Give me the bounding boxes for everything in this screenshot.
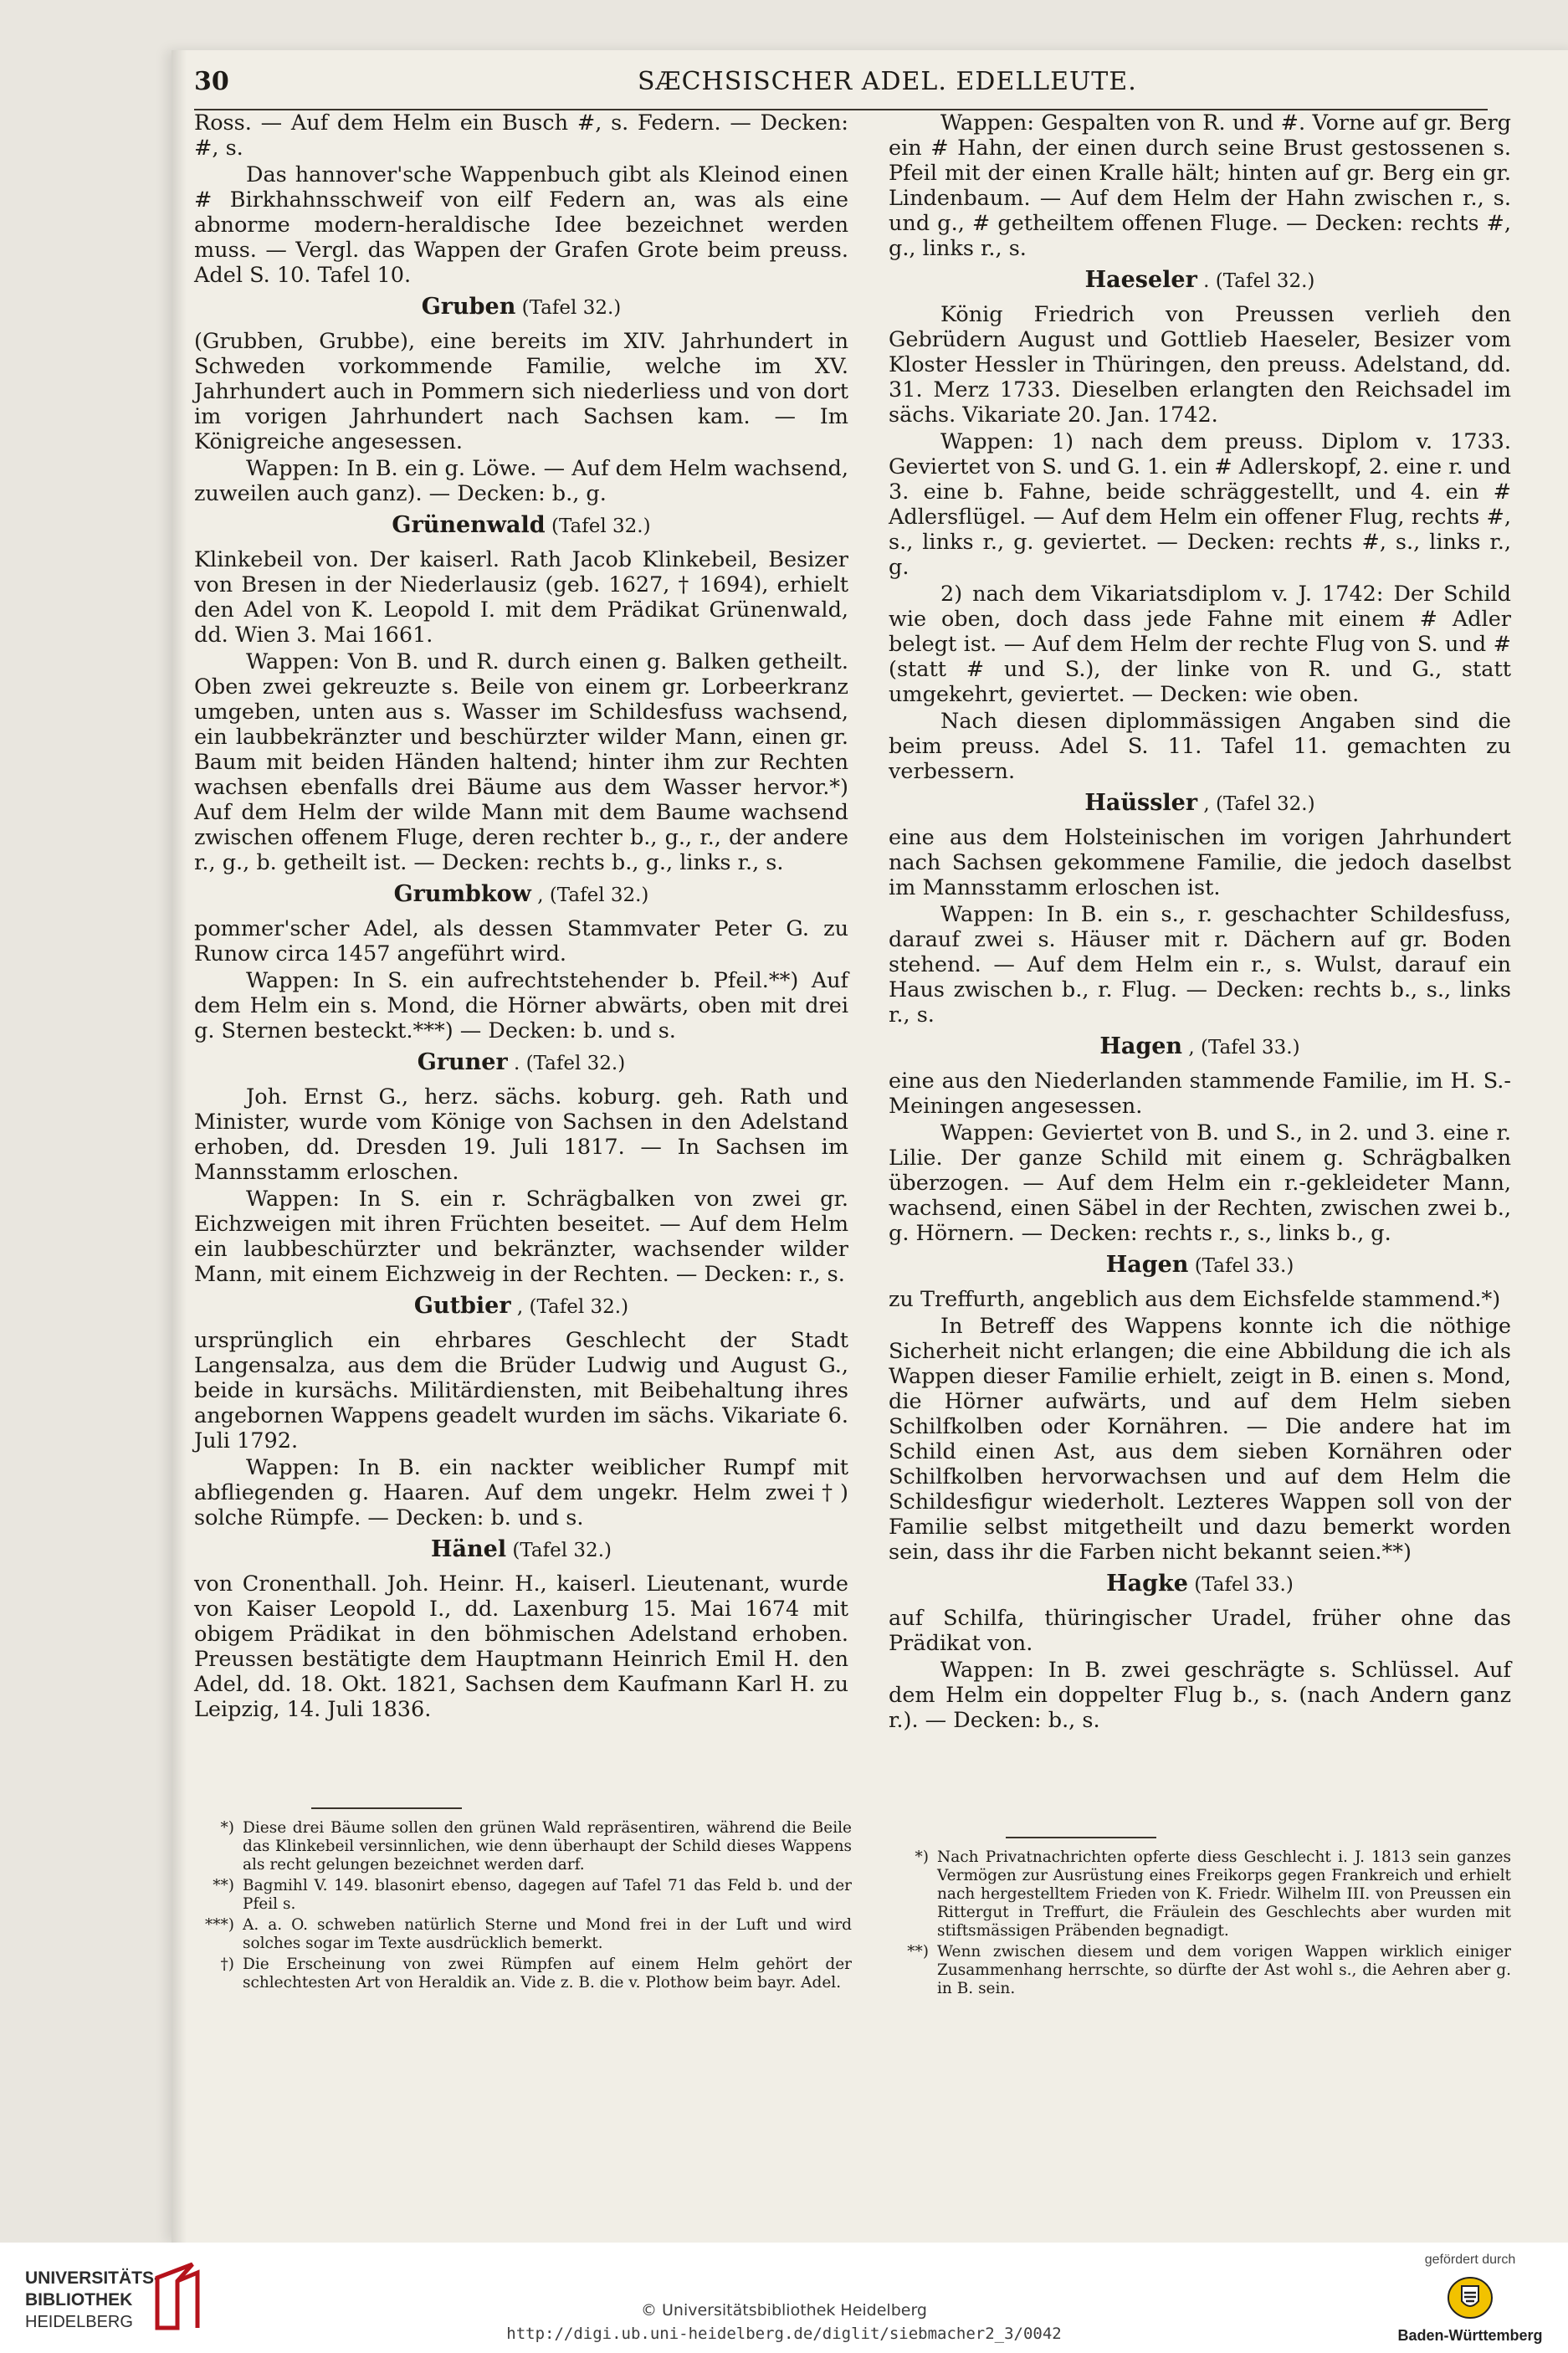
running-head: [194, 65, 1488, 110]
footnote: [194, 1916, 852, 1953]
entry-paragraph: Wappen: In S. ein r. Schrägbalken von zwei gr. Eichzweigen mit ihren Früchten beseitet. — Auf dem Helm ein laubbeschürzter und bekränzter, wachsender wilder Mann, mit einem Eichzweig in der Rechten. — Decken: r., s.: [194, 1187, 848, 1287]
footnote-rule: [311, 1807, 462, 1809]
entry-heading: [889, 1571, 1511, 1597]
family-name: Gutbier: [413, 1293, 511, 1319]
entry-heading: [194, 1537, 848, 1563]
footnote-mark: *): [220, 1819, 234, 1837]
entry-heading: [194, 513, 848, 539]
entry-paragraph: Wappen: In S. ein aufrechtstehender b. Pfeil.**) Auf dem Helm ein s. Mond, die Hörner abwärts, oben mit drei g. Sternen besteckt.***) — Decken: b. und s.: [194, 968, 848, 1043]
family-name: Hagen: [1099, 1033, 1183, 1059]
running-title: SÆCHSISCHER ADEL. EDELLEUTE.: [638, 67, 1137, 96]
right-column: [889, 110, 1511, 1735]
family-name: Haüssler: [1084, 790, 1198, 816]
right-footnotes: [889, 1837, 1511, 2001]
entry-paragraph: pommer'scher Adel, als dessen Stammvater Peter G. zu Runow circa 1457 angeführt wird.: [194, 916, 848, 966]
left-footnotes: [194, 1807, 852, 1995]
footnote-text: Diese drei Bäume sollen den grünen Wald repräsentiren, während die Beile das Klinkebeil versinnlichen, wie denn überhaupt der Schild dieses Wappens als recht gelungen bezeichnet werden darf.: [243, 1819, 852, 1874]
family-name: Haeseler: [1084, 267, 1197, 293]
entry-paragraph: 2) nach dem Vikariatsdiplom v. J. 1742: Der Schild wie oben, doch dass jede Fahne mit einem # Adler belegt ist. — Auf dem Helm der rechte Flug von S. und # (statt # und S.), der linke von R. und G., statt umgekehrt, geviertet. — Decken: wie oben.: [889, 582, 1511, 707]
entry-heading: [194, 1294, 848, 1320]
footnote: [889, 1943, 1511, 1998]
footnote-text: A. a. O. schweben natürlich Sterne und Mond frei in der Luft und wird solches sogar im Texte ausdrücklich bemerkt.: [243, 1916, 852, 1952]
footnote-text: Bagmihl V. 149. blasonirt ebenso, dagegen auf Tafel 71 das Feld b. und der Pfeil s.: [243, 1877, 852, 1913]
baden-wuerttemberg-crest-icon: [1445, 2271, 1495, 2321]
family-name: Hagke: [1106, 1571, 1188, 1597]
sponsor-block[interactable]: [1382, 2249, 1558, 2350]
tafel-reference: (Tafel 33.): [1194, 1255, 1294, 1277]
tafel-reference: . (Tafel 32.): [514, 1053, 626, 1074]
footnote-text: Wenn zwischen diesem und dem vorigen Wappen wirklich einiger Zusammenhang herrschte, so dürfte der Ast wohl s., die Aehren aber g. in B. sein.: [937, 1943, 1511, 1997]
footnote: [194, 1877, 852, 1914]
library-logo-mark-icon: [152, 2261, 202, 2333]
entry-paragraph: Ross. — Auf dem Helm ein Busch #, s. Federn. — Decken: #, s.: [194, 110, 848, 161]
entry-paragraph: Das hannover'sche Wappenbuch gibt als Kleinod einen # Birkhahnsschweif von eilf Federn an, was als eine abnorme modern-heraldische Idee bezeichnet werden muss. — Vergl. das Wappen der Grafen Grote beim preuss. Adel S. 10. Tafel 10.: [194, 162, 848, 288]
tafel-reference: , (Tafel 32.): [537, 884, 649, 906]
library-name-line3: HEIDELBERG: [25, 2313, 133, 2331]
tafel-reference: (Tafel 32.): [512, 1540, 612, 1561]
tafel-reference: (Tafel 33.): [1194, 1574, 1294, 1596]
entry-paragraph: auf Schilfa, thüringischer Uradel, früher ohne das Prädikat von.: [889, 1606, 1511, 1656]
footnote: [889, 1848, 1511, 1940]
entry-paragraph: von Cronenthall. Joh. Heinr. H., kaiserl. Lieutenant, wurde von Kaiser Leopold I., dd. Laxenburg 15. Mai 1674 mit obigem Prädikat in den böhmischen Adelstand erhoben. Preussen bestätigte dem Hauptmann Heinrich Emil H. den Adel, dd. 18. Okt. 1821, Sachsen dem Kaufmann Karl H. zu Leipzig, 14. Juli 1836.: [194, 1571, 848, 1722]
entry-heading: [194, 1050, 848, 1076]
entry-paragraph: eine aus dem Holsteinischen im vorigen Jahrhundert nach Sachsen gekommene Familie, die jedoch daselbst im Mannsstamm erloschen ist.: [889, 825, 1511, 900]
entry-paragraph: Wappen: Von B. und R. durch einen g. Balken getheilt. Oben zwei gekreuzte s. Beile von einem gr. Lorbeerkranz umgeben, unten aus s. Wasser im Schildesfuss wachsend, ein laubbekränzter und beschürzter wilder Mann, einen gr. Baum mit beiden Händen haltend; hinter ihm zur Rechten wachsen ebenfalls drei Bäume aus dem Wasser hervor.*) Auf dem Helm der wilde Mann mit dem Baume wachsend zwischen offenem Fluge, deren rechter b., g., r., der andere r., g., b. getheilt ist. — Decken: rechts b., g., links r., s.: [194, 649, 848, 875]
entry-paragraph: Wappen: 1) nach dem preuss. Diplom v. 1733. Geviertet von S. und G. 1. ein # Adlerskopf, 2. eine r. und 3. eine b. Fahne, beide schräggestellt, und 4. ein # Adlersflügel. — Auf dem Helm ein offener Flug, rechts #, s., links r., g. geviertet. — Decken: rechts #, s., links r., g.: [889, 429, 1511, 580]
sponsor-label: gefördert durch: [1424, 2253, 1516, 2267]
sponsor-name: Baden-Württemberg: [1397, 2327, 1543, 2344]
entry-heading: [889, 1253, 1511, 1279]
footnote-mark: *): [915, 1848, 929, 1866]
footnote-rule: [1006, 1837, 1156, 1838]
tafel-reference: , (Tafel 32.): [516, 1296, 629, 1318]
family-name: Grumbkow: [393, 881, 531, 907]
footnote-mark: **): [907, 1943, 929, 1961]
footnote-mark: **): [213, 1877, 234, 1894]
entry-paragraph: Klinkebeil von. Der kaiserl. Rath Jacob Klinkebeil, Besizer von Bresen in der Niederlausiz (geb. 1627, † 1694), erhielt den Adel von K. Leopold I. mit dem Prädikat Grünenwald, dd. Wien 3. Mai 1661.: [194, 547, 848, 648]
entry-paragraph: Nach diesen diplommässigen Angaben sind die beim preuss. Adel S. 11. Tafel 11. gemachten zu verbessern.: [889, 709, 1511, 784]
footnote-text: Nach Privatnachrichten opferte diess Geschlecht i. J. 1813 sein ganzes Vermögen zur Ausrüstung eines Freikorps gegen Frankreich und erhielt nach hergestelltem Frieden von K. Friedr. Wilhelm III. von Preussen ein Rittergut in Treffurt, die Fräulein des Geschlechts aber wurden mit stiftsmässigen Präbenden begnadigt.: [937, 1848, 1511, 1940]
entry-paragraph: eine aus den Niederlanden stammende Familie, im H. S.-Meiningen angesessen.: [889, 1069, 1511, 1119]
entry-paragraph: König Friedrich von Preussen verlieh den Gebrüdern August und Gottlieb Haeseler, Besizer vom Kloster Hessler in Thüringen, den preuss. Adelstand, dd. 31. Merz 1733. Dieselben erlangten den Reichsadel im sächs. Vikariate 20. Jan. 1742.: [889, 302, 1511, 428]
library-name-line1: UNIVERSITÄTS-: [25, 2268, 161, 2288]
library-name-line2: BIBLIOTHEK: [25, 2290, 133, 2309]
entry-paragraph: ursprünglich ein ehrbares Geschlecht der Stadt Langensalza, aus dem die Brüder Ludwig und August G., beide in kursächs. Militärdiensten, mit Beibehaltung ihres angebornen Wappens geadelt wurden im sächs. Vikariate 6. Juli 1792.: [194, 1328, 848, 1453]
family-name: Hagen: [1105, 1252, 1189, 1278]
permalink-url[interactable]: http://digi.ub.uni-heidelberg.de/diglit/siebmacher2_3/0042: [506, 2325, 1062, 2343]
family-name: Grünenwald: [392, 512, 546, 538]
entry-paragraph: zu Treffurth, angeblich aus dem Eichsfelde stammend.*): [889, 1287, 1501, 1312]
entry-paragraph: Wappen: Geviertet von B. und S., in 2. und 3. eine r. Lilie. Der ganze Schild mit einem g. Schrägbalken überzogen. — Auf dem Helm ein r.-gekleideter Mann, wachsend, einen Säbel in der Rechten, zwischen zwei b., g. Hörnern. — Decken: rechts r., s., links b., g.: [889, 1120, 1511, 1246]
tafel-reference: (Tafel 32.): [551, 515, 651, 537]
entry-heading: [194, 882, 848, 908]
entry-paragraph: Wappen: In B. ein g. Löwe. — Auf dem Helm wachsend, zuweilen auch ganz). — Decken: b., g.: [194, 456, 848, 506]
tafel-reference: , (Tafel 32.): [1203, 793, 1315, 815]
family-name: Hänel: [431, 1536, 507, 1562]
footnote: [194, 1956, 852, 1992]
family-name: Gruben: [421, 294, 516, 320]
footnote-text: Die Erscheinung von zwei Rümpfen auf einem Helm gehört der schlechtesten Art von Heraldik an. Vide z. B. die v. Plothow beim bayr. Adel.: [243, 1956, 852, 1992]
family-name: Gruner: [417, 1049, 508, 1075]
entry-paragraph: Wappen: In B. ein nackter weiblicher Rumpf mit abfliegenden g. Haaren. Auf dem ungekr. Helm zwei†) solche Rümpfe. — Decken: b. und s.: [194, 1455, 848, 1530]
entry-paragraph: In Betreff des Wappens konnte ich die nöthige Sicherheit nicht erlangen; die eine Abbildung die ich als Wappen dieser Familie erhielt, zeigt in B. einen s. Mond, die Hörner aufwärts, und auf dem Helm sieben Schilfkolben oder Kornähren. — Die andere hat im Schild einen Ast, aus dem sieben Kornähren oder Schilfkolben hervorwachsen und auf dem Helm die Schildesfigur wiederholt. Lezteres Wappen soll von der Familie selbst mitgetheilt und dazu bemerkt worden sein, dass ihr die Farben nicht bekannt seien.**): [889, 1314, 1511, 1565]
left-column: [194, 110, 848, 1724]
entry-paragraph: (Grubben, Grubbe), eine bereits im XIV. Jahrhundert in Schweden vorkommende Familie, welche im XV. Jahrhundert auch in Pommern sich niederliess und von dort im vorigen Jahrhundert nach Sachsen kam. — Im Königreiche angesessen.: [194, 329, 848, 454]
footnote: [194, 1819, 852, 1874]
page-number: 30: [194, 67, 229, 96]
entry-paragraph: Wappen: In B. zwei geschrägte s. Schlüssel. Auf dem Helm ein doppelter Flug b., s. (nach Andern ganz r.). — Decken: b., s.: [889, 1658, 1511, 1733]
entry-heading: [889, 791, 1511, 817]
entry-heading: [889, 1034, 1511, 1060]
tafel-reference: (Tafel 32.): [521, 297, 622, 319]
entry-paragraph: Wappen: Gespalten von R. und #. Vorne auf gr. Berg ein # Hahn, der einen durch seine Brust gestossenen s. Pfeil mit der einen Kralle hält; hinten auf gr. Berg ein gr. Lindenbaum. — Auf dem Helm der Hahn zwischen r., s. und g., # getheiltem offenen Fluge. — Decken: rechts #, g., links r., s.: [889, 110, 1511, 261]
footnote-mark: ***): [205, 1916, 234, 1934]
tafel-reference: . (Tafel 32.): [1203, 270, 1315, 292]
copyright-notice: © Universitätsbibliothek Heidelberg: [640, 2301, 927, 2320]
footnote-mark: †): [220, 1956, 234, 1973]
entry-heading: [889, 268, 1511, 294]
entry-heading: [194, 295, 848, 320]
library-logo-text: [25, 2268, 161, 2333]
tafel-reference: , (Tafel 33.): [1188, 1037, 1300, 1059]
entry-paragraph: Wappen: In B. ein s., r. geschachter Schildesfuss, darauf zwei s. Häuser mit r. Dächern auf gr. Boden stehend. — Auf dem Helm ein r., s. Wulst, darauf ein Haus zwischen b., r. Flug. — Decken: rechts b., s., links r., s.: [889, 902, 1511, 1028]
entry-paragraph: Joh. Ernst G., herz. sächs. koburg. geh. Rath und Minister, wurde vom Könige von Sachsen in den Adelstand erhoben, dd. Dresden 19. Juli 1817. — In Sachsen im Mannsstamm erloschen.: [194, 1084, 848, 1185]
